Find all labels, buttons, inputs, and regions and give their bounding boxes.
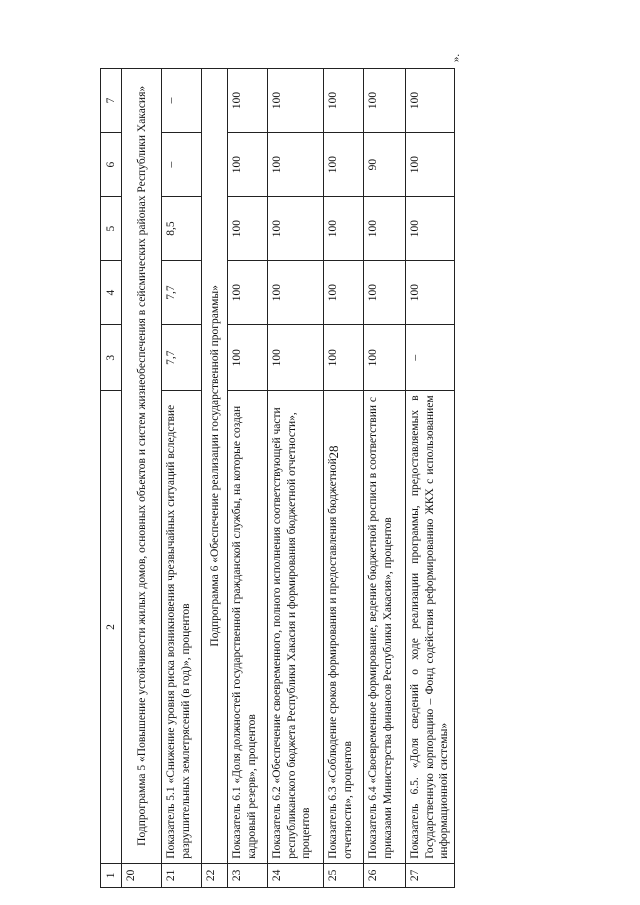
value-col-7: 100 [228,69,268,133]
table-row [364,69,406,888]
table-row [202,69,228,888]
indicator-name: Показатель 5.1 «Снижение уровня риска возникновения чрезвычайных ситуаций вследствие разрушительных землетрясений (в год)», процентов [162,391,202,863]
page-number: 28 [326,445,341,459]
value-col-4: 100 [228,261,268,325]
table-row [324,69,364,888]
value-col-4: 100 [364,261,406,325]
indicator-name: Показатель 6.4 «Своевременное формирование, ведение бюджетной росписи в соответствии с приказами Министерства финансов Республики Хакасия», процентов [364,391,406,863]
header-col-2: 2 [101,391,122,863]
value-col-3: 7,7 [162,325,202,391]
value-col-5: 100 [324,197,364,261]
value-col-7: 100 [324,69,364,133]
value-col-5: 100 [268,197,324,261]
rotated-table-container [100,68,452,888]
header-col-7: 7 [101,69,122,133]
header-col-6: 6 [101,133,122,197]
table-row [268,69,324,888]
indicator-name: Показатель 6.2 «Обеспечение своевременного, полного исполнения соответствующей части республиканского бюджета Республики Хакасия и формирования бюджетной отчетности», процентов [268,391,324,863]
row-number: 24 [268,863,324,887]
value-col-3: 100 [268,325,324,391]
row-number: 20 [122,863,162,887]
value-col-7: 100 [268,69,324,133]
value-col-3: 100 [364,325,406,391]
value-col-5: 100 [228,197,268,261]
value-col-4: 7,7 [162,261,202,325]
table-header-row [101,69,122,888]
table-row [228,69,268,888]
value-col-6: – [162,133,202,197]
value-col-4: 100 [324,261,364,325]
value-col-6: 100 [406,133,454,197]
value-col-6: 100 [268,133,324,197]
value-col-3: 100 [324,325,364,391]
value-col-7: 100 [364,69,406,133]
row-number: 22 [202,863,228,887]
value-col-7: 100 [406,69,454,133]
header-col-3: 3 [101,325,122,391]
row-number: 21 [162,863,202,887]
subprogram-heading: Подпрограмма 5 «Повышение устойчивости жилых домов, основных объектов и систем жизнеобеспечения в сейсмических районах Республики Хакасия» [122,69,162,864]
value-col-5: 100 [364,197,406,261]
row-number: 25 [324,863,364,887]
table-row [162,69,202,888]
value-col-3: 100 [228,325,268,391]
value-col-4: 100 [406,261,454,325]
closing-quote-mark: ». [450,53,462,63]
value-col-3: – [406,325,454,391]
value-col-7: – [162,69,202,133]
value-col-5: 100 [406,197,454,261]
table-row [406,69,454,888]
value-col-6: 100 [324,133,364,197]
indicator-name: Показатель 6.1 «Доля должностей государственной гражданской службы, на которые создан кадровый резерв», процентов [228,391,268,863]
subprogram-heading: Подпрограмма 6 «Обеспечение реализации государственной программы» [202,69,228,864]
value-col-6: 90 [364,133,406,197]
table-row [122,69,162,888]
header-col-4: 4 [101,261,122,325]
row-number: 26 [364,863,406,887]
indicator-name: Показатель 6.3 «Соблюдение сроков формирования и предоставления бюджетной отчетности», процентов [324,391,364,863]
value-col-5: 8,5 [162,197,202,261]
header-col-1: 1 [101,863,122,887]
row-number: 23 [228,863,268,887]
value-col-4: 100 [268,261,324,325]
indicators-table [100,68,455,888]
header-col-5: 5 [101,197,122,261]
row-number: 27 [406,863,454,887]
value-col-6: 100 [228,133,268,197]
indicator-name: Показатель 6.5. «Доля сведений о ходе реализации программы, предоставляемых в Государственную корпорацию – Фонд содействия реформированию ЖКХ с использованием информационной системы» [406,391,454,863]
